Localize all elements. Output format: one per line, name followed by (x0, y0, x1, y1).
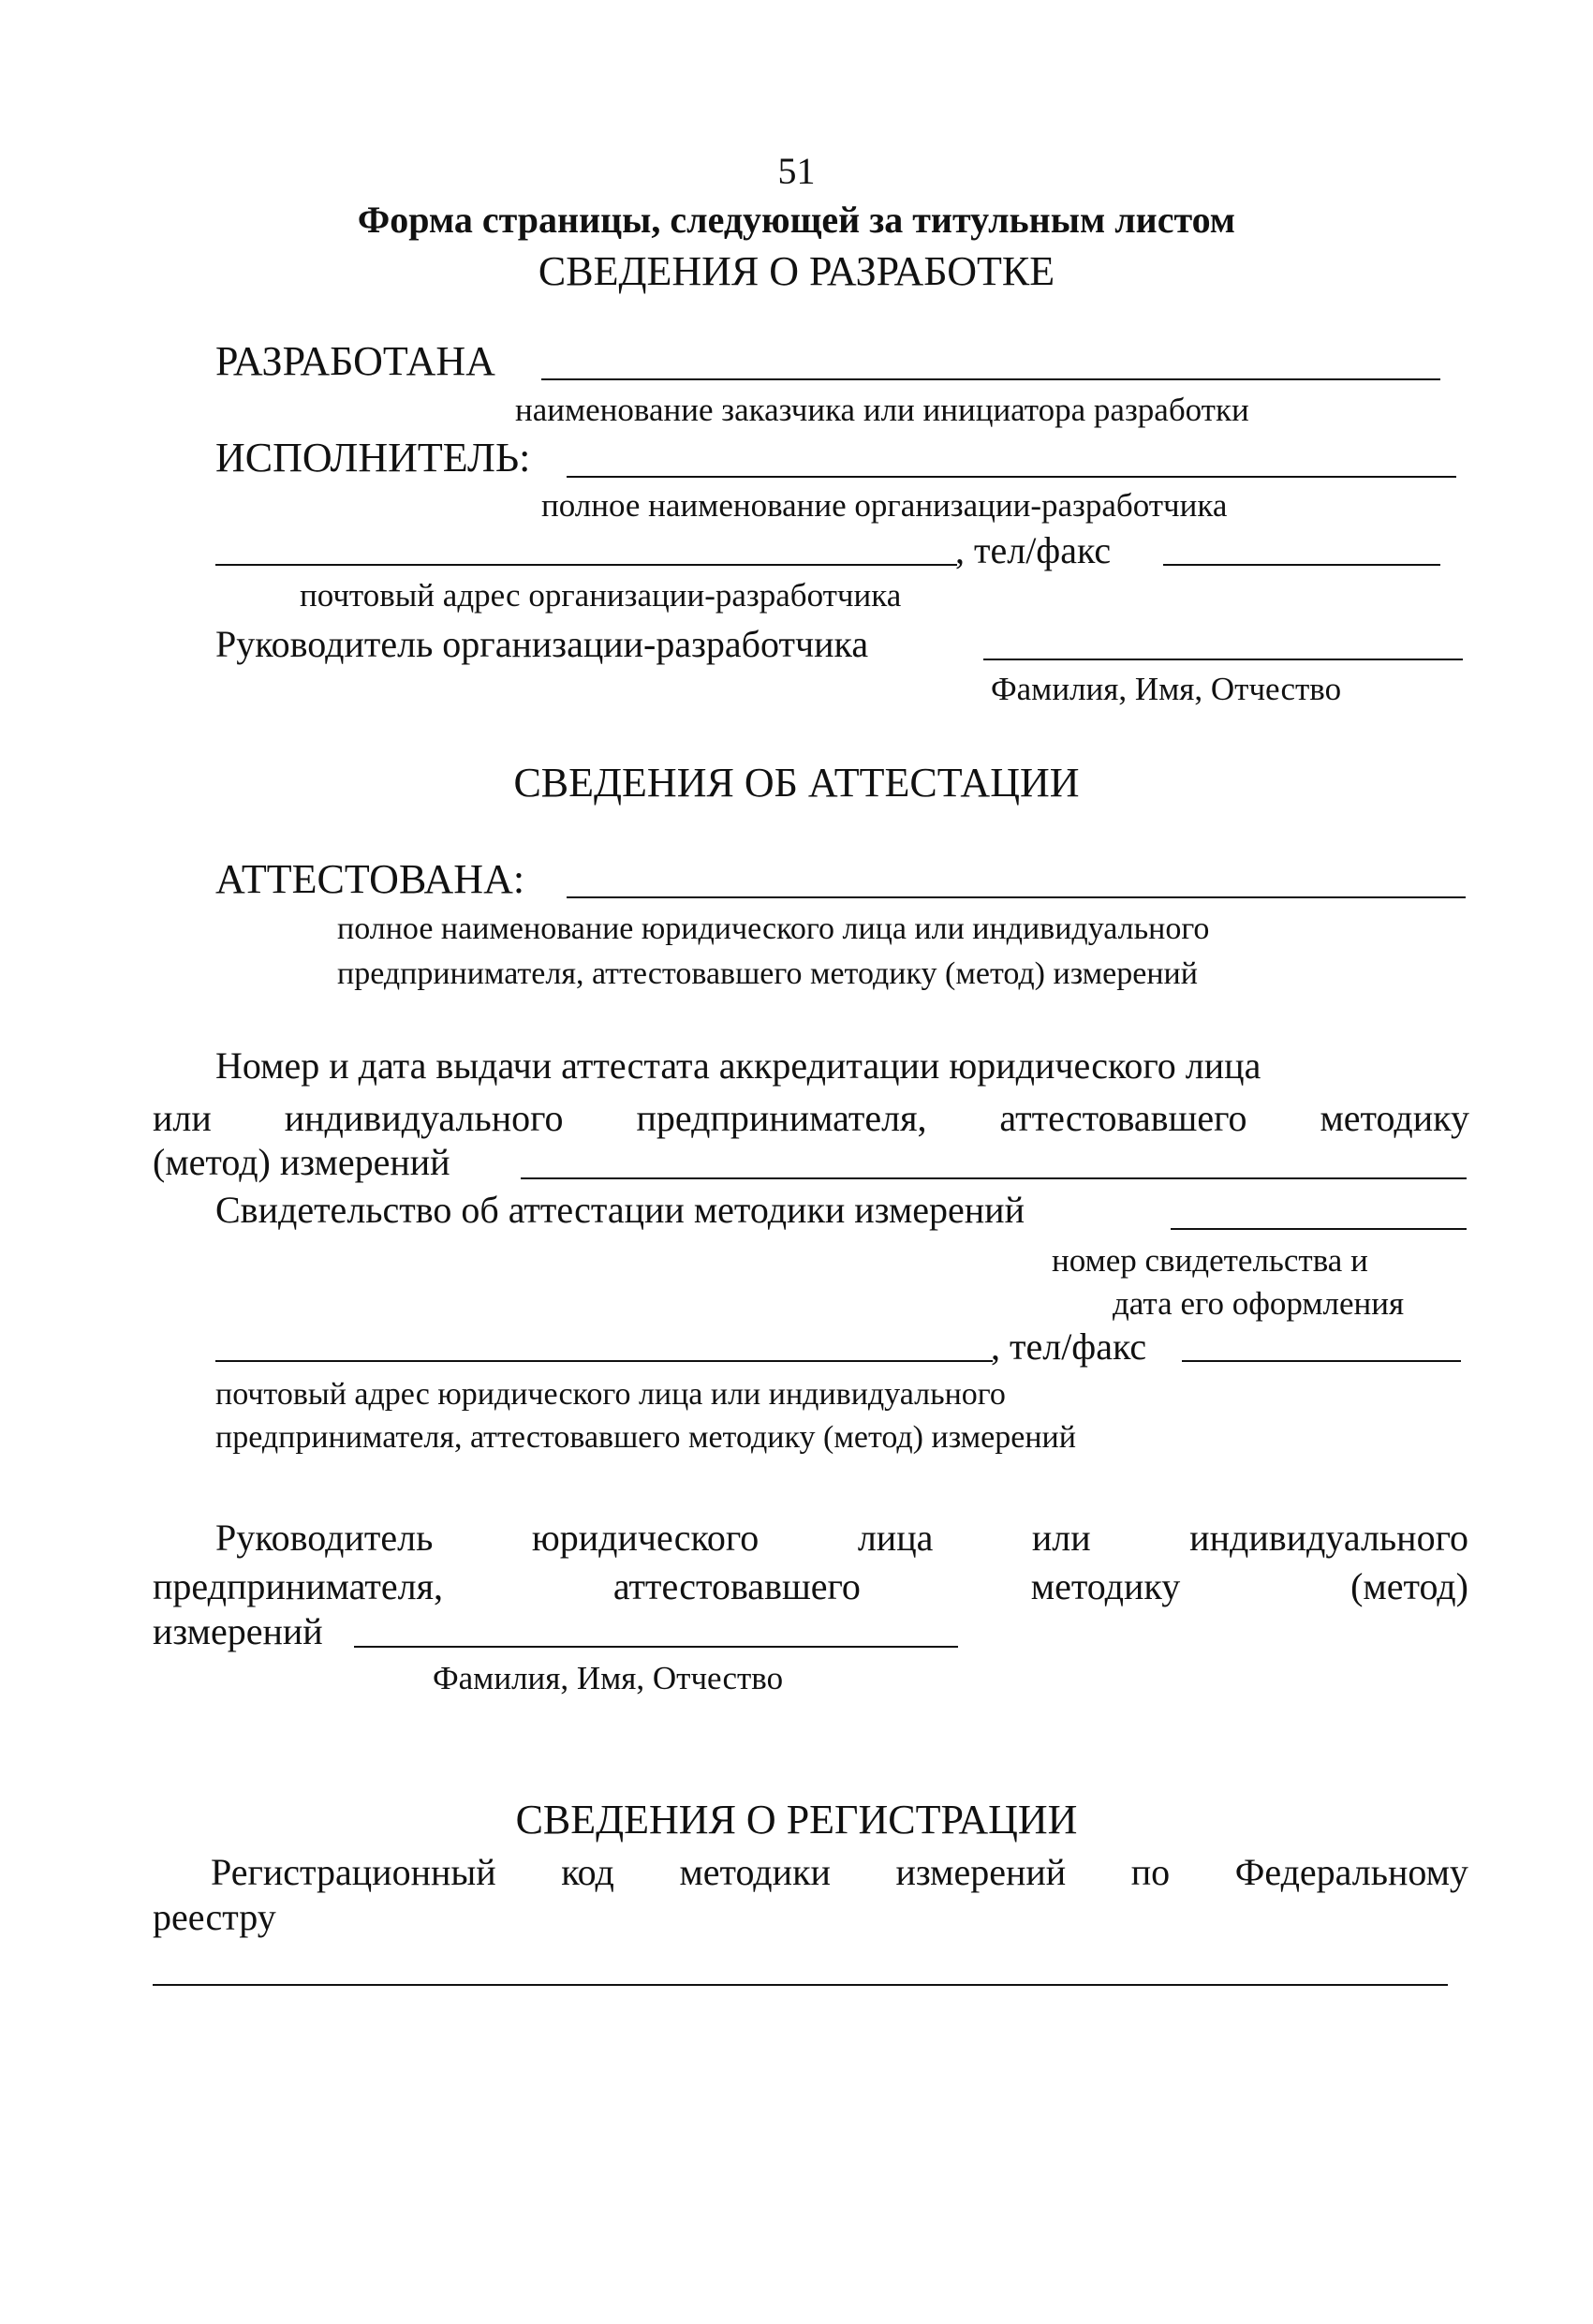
cert-head-word: индивидуального (1189, 1517, 1468, 1559)
registration-word: по (1130, 1851, 1171, 1893)
accreditation-word: индивидуального (284, 1097, 564, 1139)
certified-field-line[interactable] (567, 896, 1466, 898)
cert-head-hint: Фамилия, Имя, Отчество (433, 1660, 784, 1696)
developed-label: РАЗРАБОТАНА (215, 338, 495, 384)
accreditation-word: аттестовавшего (999, 1097, 1247, 1139)
section-heading-certification: СВЕДЕНИЯ ОБ АТТЕСТАЦИИ (513, 760, 1080, 806)
dev-head-hint: Фамилия, Имя, Отчество (991, 671, 1342, 707)
cert-phone-fax-field-line[interactable] (1182, 1360, 1461, 1362)
cert-head-word: лица (857, 1517, 934, 1559)
executor-label: ИСПОЛНИТЕЛЬ: (215, 435, 531, 481)
dev-head-field-line[interactable] (983, 659, 1463, 660)
certificate-field-line[interactable] (1171, 1228, 1467, 1230)
certificate-hint-line2: дата его оформления (1113, 1285, 1405, 1322)
executor-hint: полное наименование организации-разработчика (541, 487, 1228, 524)
registration-word: Федеральному (1234, 1851, 1468, 1893)
dev-head-label: Руководитель организации-разработчика (215, 623, 869, 665)
registration-line1 (211, 1850, 1468, 1894)
registration-field-line[interactable] (153, 1984, 1448, 1986)
cert-head-word: аттестовавшего (612, 1565, 861, 1607)
accreditation-line2 (153, 1096, 1469, 1140)
certified-hint-line2: предпринимателя, аттестовавшего методику (метод) измерений (337, 956, 1198, 991)
registration-word: код (561, 1851, 614, 1893)
cert-head-line1 (215, 1516, 1468, 1560)
cert-phone-fax-label: , тел/факс (991, 1325, 1147, 1368)
cert-address-field-line[interactable] (215, 1360, 993, 1362)
accreditation-word: или (153, 1097, 212, 1139)
cert-head-word: (метод) (1350, 1565, 1468, 1607)
certified-label: АТТЕСТОВАНА: (215, 856, 525, 902)
accreditation-line1: Номер и дата выдачи аттестата аккредитации юридического лица (215, 1044, 1261, 1087)
cert-head-word: предпринимателя, (153, 1565, 443, 1607)
cert-head-line2 (153, 1564, 1468, 1608)
cert-head-word: методику (1030, 1565, 1181, 1607)
developed-field-line[interactable] (541, 378, 1440, 380)
cert-head-word: юридического (531, 1517, 760, 1559)
dev-address-field-line[interactable] (215, 564, 957, 566)
accreditation-field-line[interactable] (521, 1177, 1467, 1179)
cert-address-hint-line2: предпринимателя, аттестовавшего методику (метод) измерений (215, 1420, 1076, 1455)
section-heading-registration: СВЕДЕНИЯ О РЕГИСТРАЦИИ (515, 1797, 1078, 1843)
accreditation-word: предпринимателя, (636, 1097, 927, 1139)
dev-address-hint: почтовый адрес организации-разработчика (300, 577, 902, 614)
registration-word: измерений (895, 1851, 1067, 1893)
cert-head-word: или (1031, 1517, 1091, 1559)
cert-address-hint-line1: почтовый адрес юридического лица или индивидуального (215, 1377, 1006, 1412)
accreditation-line3: (метод) измерений (153, 1141, 450, 1183)
registration-line2: реестру (153, 1896, 276, 1938)
accreditation-word: методику (1320, 1097, 1469, 1139)
dev-phone-fax-label: , тел/факс (955, 529, 1112, 571)
section-heading-development: СВЕДЕНИЯ О РАЗРАБОТКЕ (538, 248, 1055, 294)
executor-field-line[interactable] (567, 476, 1456, 478)
registration-word: Регистрационный (211, 1851, 496, 1893)
certificate-hint-line1: номер свидетельства и (1052, 1242, 1368, 1279)
form-title: Форма страницы, следующей за титульным листом (357, 199, 1236, 241)
certificate-label: Свидетельство об аттестации методики измерений (215, 1189, 1025, 1231)
cert-head-field-line[interactable] (354, 1646, 958, 1648)
cert-head-line3: измерений (153, 1610, 323, 1652)
developed-hint: наименование заказчика или инициатора разработки (515, 392, 1249, 428)
cert-head-word: Руководитель (215, 1517, 434, 1559)
certified-hint-line1: полное наименование юридического лица или индивидуального (337, 911, 1210, 946)
page-number: 51 (777, 150, 816, 192)
registration-word: методики (679, 1851, 831, 1893)
dev-phone-fax-field-line[interactable] (1163, 564, 1440, 566)
